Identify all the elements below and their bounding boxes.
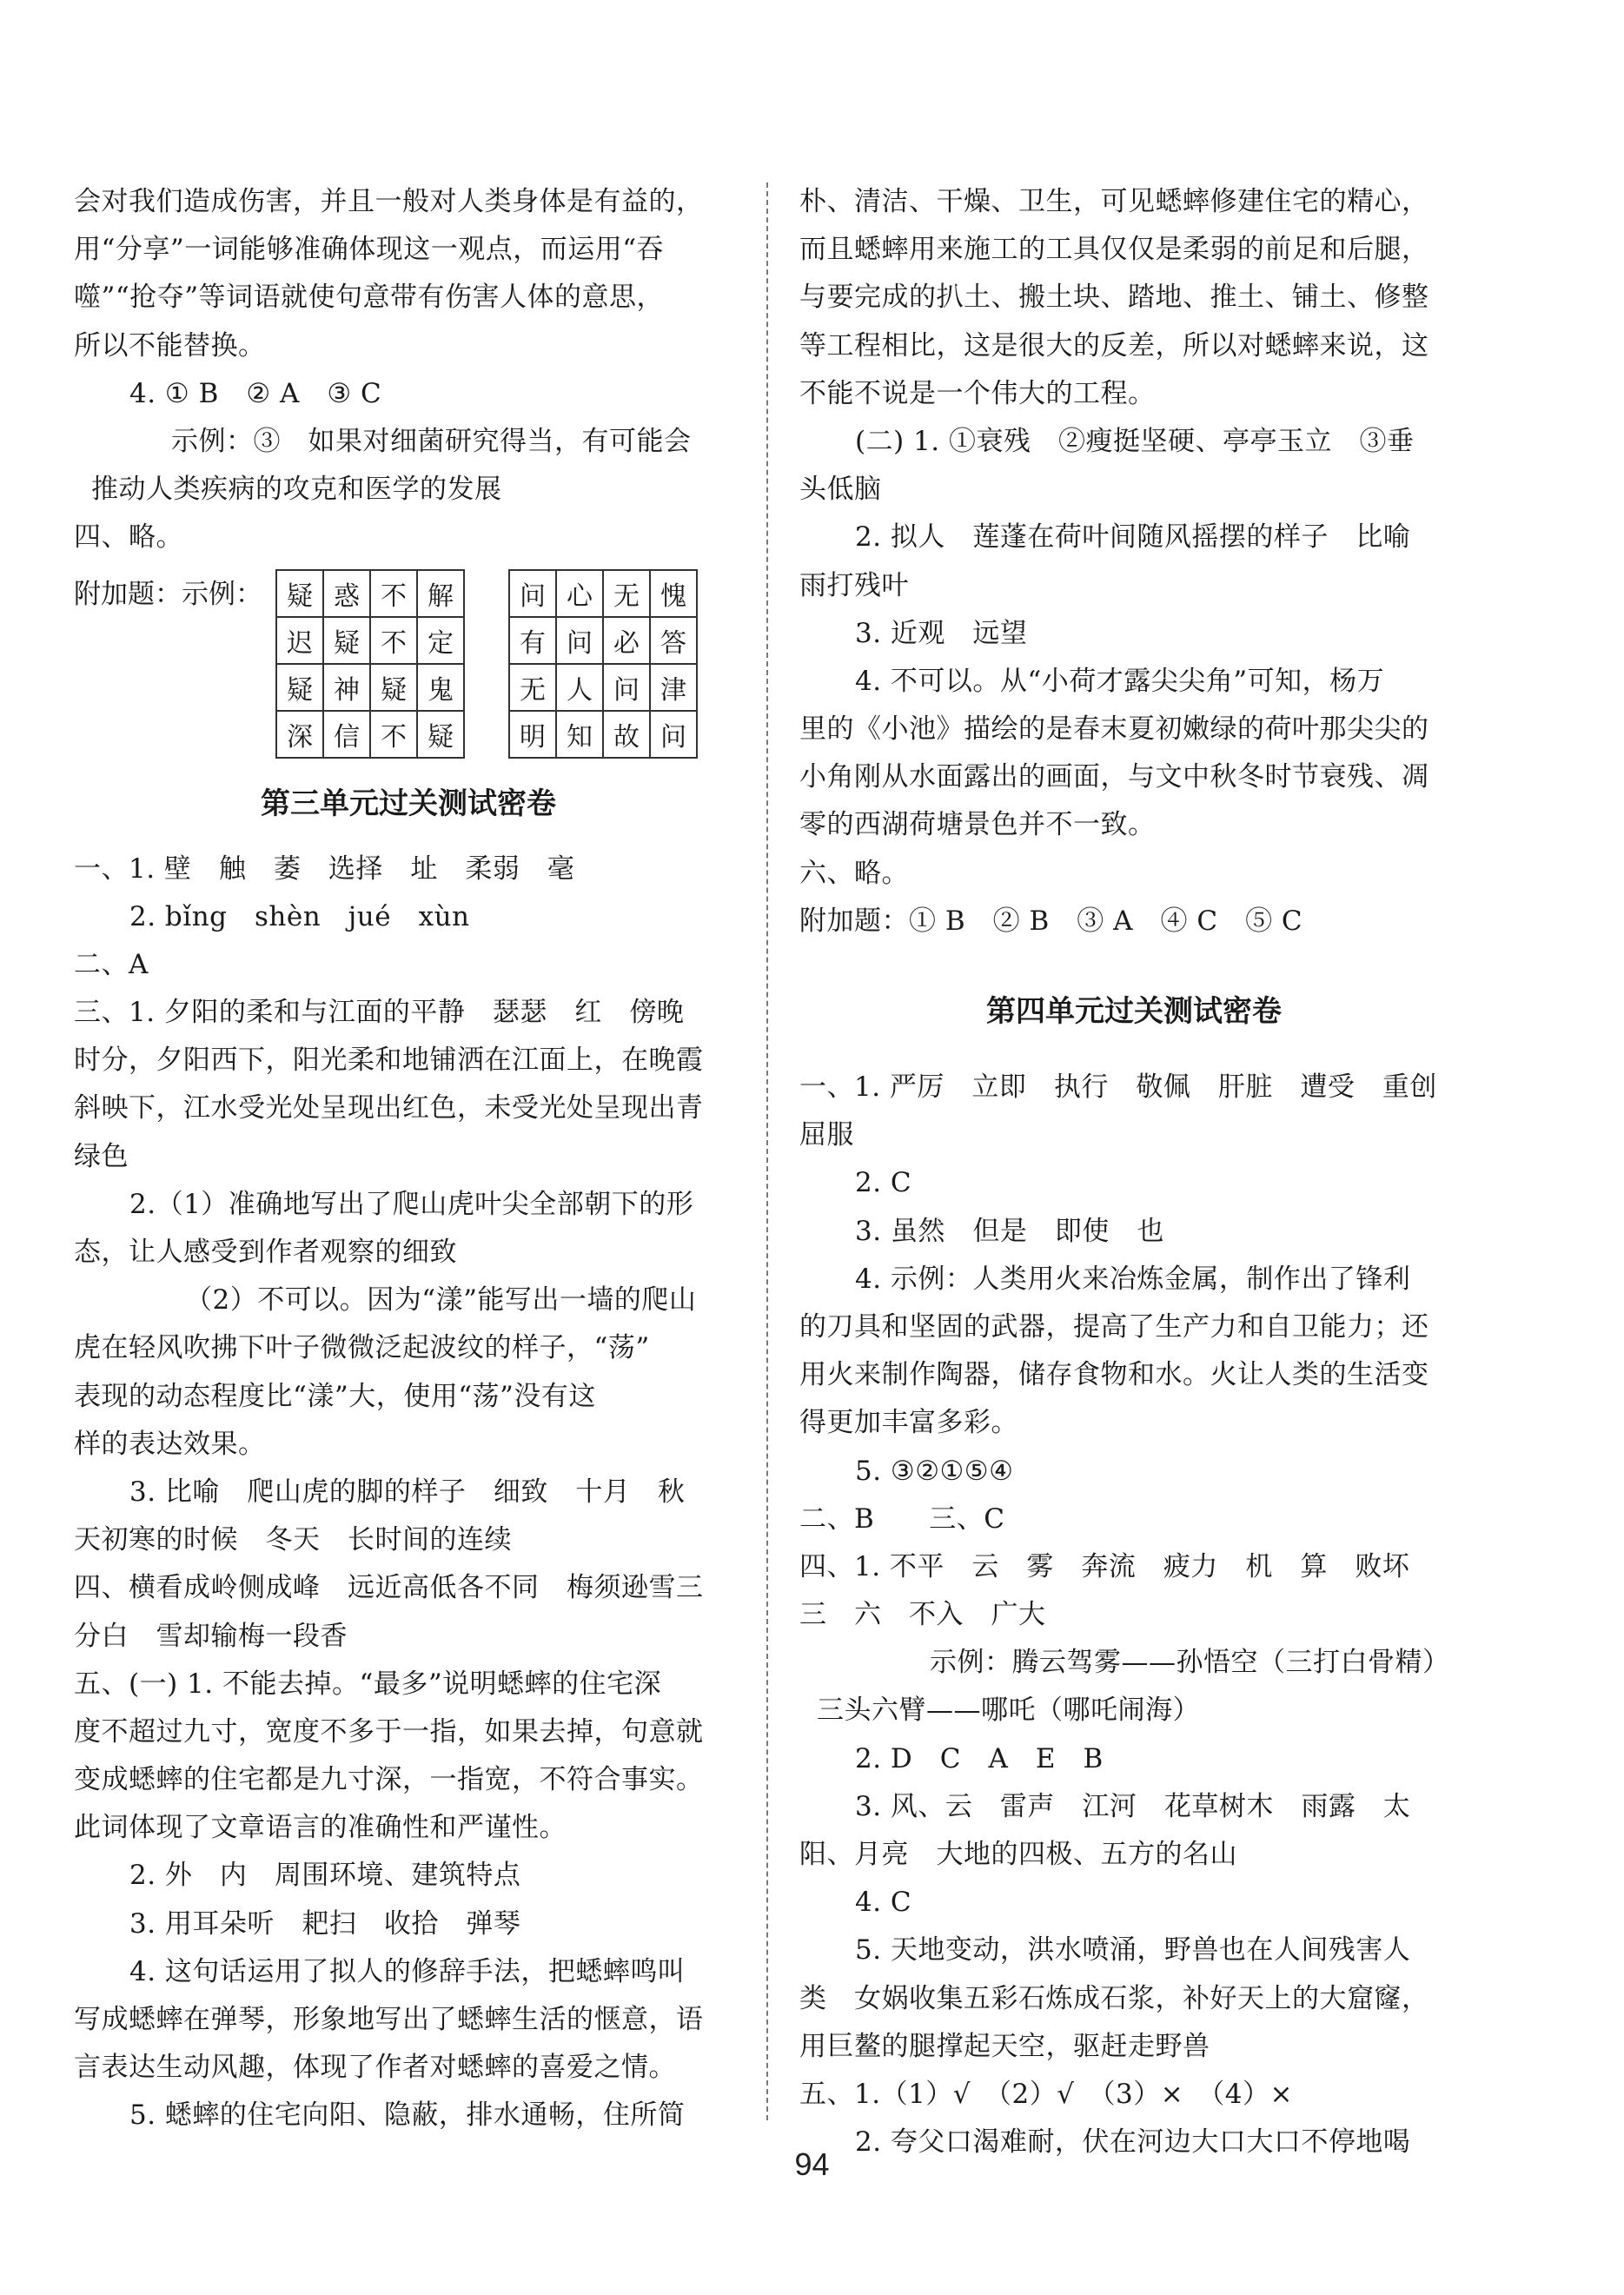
grid-cell: 不 [370,711,417,758]
text-line: 一、1. 壁 触 萎 选择 址 柔弱 毫 [74,852,575,885]
text-line: 态，让人感受到作者观察的细致 [74,1237,457,1268]
grid-cell: 疑 [417,711,464,758]
text-line: 3. 比喻 爬山虎的脚的样子 细致 十月 秋 [129,1476,686,1508]
text-line: 等工程相比，这是很大的反差，所以对蟋蟀来说，这 [799,329,1429,361]
text-line: 三头六臂——哪吒（哪吒闹海） [817,1695,1200,1727]
grid-cell: 愧 [650,570,697,617]
text-line: 的刀具和坚固的武器，提高了生产力和自卫能力；还 [799,1310,1429,1343]
text-line: 2. 外 内 周围环境、建筑特点 [129,1860,521,1892]
text-line: 附加题：① B ② B ③ A ④ C ⑤ C [799,905,1303,937]
text-line: 屈服 [799,1119,854,1151]
text-line: 六、略。 [799,857,909,889]
text-line: 用“分享”一词能够准确体现这一观点，而运用“吞 [74,234,665,266]
grid-cell: 无 [603,570,650,617]
text-line: 度不超过九寸，宽度不多于一指，如果去掉，句意就 [74,1715,704,1748]
bonus-question [74,562,743,762]
grid-cell: 知 [556,711,603,758]
grid-cell: 不 [370,617,417,664]
text-line: 五、(一) 1. 不能去掉。“最多”说明蟋蟀的住宅深 [74,1668,662,1700]
text-line: 绿色 [74,1140,129,1172]
grid-cell: 定 [417,617,464,664]
text-line: 4. ① B ② A ③ C [129,377,382,409]
unit4-title: 第四单元过关测试密卷 [986,994,1282,1029]
text-line: 此词体现了文章语言的准确性和严谨性。 [74,1812,567,1844]
text-line: 2. 拟人 莲蓬在荷叶间随风摇摆的样子 比喻 [855,521,1411,554]
text-line: 推动人类疾病的攻克和医学的发展 [91,474,502,506]
grid-cell: 疑 [323,617,370,664]
grid-cell: 心 [556,570,603,617]
idiom-grid-2 [508,569,698,759]
text-line: 一、1. 严厉 立即 执行 敬佩 肝脏 遭受 重创 [799,1071,1437,1103]
text-line: 4. 这句话运用了拟人的修辞手法，把蟋蟀鸣叫 [129,1955,686,1987]
text-line: 阳、月亮 大地的四极、五方的名山 [799,1839,1237,1870]
text-line: 2. D C A E B [855,1742,1104,1774]
grid-cell: 必 [603,617,650,664]
grid-cell: 无 [509,664,556,711]
text-line: 会对我们造成伤害，并且一般对人类身体是有益的， [74,186,704,217]
text-line: 三、1. 夕阳的柔和与江面的平静 瑟瑟 红 傍晚 [74,997,685,1029]
grid-cell: 疑 [276,570,323,617]
grid-cell: 津 [650,664,697,711]
text-line: 4. 不可以。从“小荷才露尖尖角”可知，杨万 [855,665,1385,697]
text-line: （2）不可以。因为“漾”能写出一墙的爬山 [185,1284,697,1317]
grid-cell: 疑 [276,664,323,711]
text-line: 样的表达效果。 [74,1428,266,1460]
text-line: 3. 近观 远望 [855,617,1028,649]
text-line: 与要完成的扒土、搬土块、踏地、推土、铺土、修整 [799,282,1429,314]
text-line: 分白 雪却输梅一段香 [74,1620,348,1652]
text-line: 二、A [74,948,149,980]
text-line: 得更加丰富多彩。 [799,1407,1018,1439]
text-line: 雨打残叶 [799,569,909,601]
unit3-title: 第三单元过关测试密卷 [261,786,556,821]
grid-cell: 问 [650,711,697,758]
text-line: 类 女娲收集五彩石炼成石浆，补好天上的大窟窿， [799,1982,1429,2014]
bonus-label: 附加题：示例： [74,578,262,610]
text-line: 四、略。 [74,521,183,554]
text-line: 变成蟋蟀的住宅都是九寸深，一指宽，不符合事实。 [74,1764,704,1796]
text-line: 5. 天地变动，洪水喷涌，野兽也在人间残害人 [855,1934,1411,1967]
grid-cell: 深 [276,711,323,758]
text-line: 而且蟋蟀用来施工的工具仅仅是柔弱的前足和后腿， [799,234,1429,266]
page-number: 94 [794,2146,830,2182]
grid-cell: 问 [509,570,556,617]
text-line: 时分，夕阳西下，阳光柔和地铺洒在江面上，在晚霞 [74,1045,704,1077]
text-line: 5. ③②①⑤④ [855,1455,1014,1487]
text-line: 五、1.（1）√ （2）√ （3）× （4）× [799,2078,1293,2110]
grid-cell: 神 [323,664,370,711]
text-line: 天初寒的时候 冬天 长时间的连续 [74,1524,512,1556]
grid-cell: 惑 [323,570,370,617]
text-line: 不能不说是一个伟大的工程。 [799,377,1156,409]
text-line: (二) 1. ①衰残 ②瘦挺坚硬、亭亭玉立 ③垂 [855,425,1415,457]
text-line: 示例：③ 如果对细菌研究得当，有可能会 [171,425,692,457]
text-line: 二、B 三、C [799,1502,1005,1535]
text-line: 用巨鳌的腿撑起天空，驱赶走野兽 [799,2030,1210,2062]
text-line: 所以不能替换。 [74,329,266,361]
left-column [74,178,743,2140]
text-line: 示例：腾云驾雾——孙悟空（三打白骨精） [930,1647,1450,1679]
grid-cell: 有 [509,617,556,664]
text-line: 里的《小池》描绘的是春末夏初嫩绿的荷叶那尖尖的 [799,713,1429,746]
text-line: 噬”“抢夺”等词语就使句意带有伤害人体的意思， [74,282,665,314]
idiom-grid-1 [275,569,465,759]
text-line: 表现的动态程度比“漾”大，使用“荡”没有这 [74,1380,596,1412]
grid-cell: 不 [370,570,417,617]
text-line: 2. 夸父口渴难耐，伏在河边大口大口不停地喝 [855,2126,1411,2159]
grid-cell: 故 [603,711,650,758]
text-line: 2. C [855,1167,912,1199]
grid-cell: 问 [556,617,603,664]
grid-cell: 信 [323,711,370,758]
text-line: 4. C [855,1887,912,1919]
text-line: 4. 示例：人类用火来冶炼金属，制作出了锋利 [855,1263,1411,1295]
grid-cell: 明 [509,711,556,758]
grid-cell: 疑 [370,664,417,711]
grid-cell: 人 [556,664,603,711]
right-column [799,178,1468,2166]
text-line: 3. 风、云 雷声 江河 花草树木 雨露 太 [855,1790,1411,1822]
text-line: 5. 蟋蟀的住宅向阳、隐蔽，排水通畅，住所简 [129,2099,686,2132]
grid-cell: 鬼 [417,664,464,711]
text-line: 2.（1）准确地写出了爬山虎叶尖全部朝下的形 [129,1188,694,1220]
text-line: 朴、清洁、干燥、卫生，可见蟋蟀修建住宅的精心， [799,186,1429,217]
text-line: 头低脑 [799,474,882,506]
text-line: 写成蟋蟀在弹琴，形象地写出了蟋蟀生活的惬意，语 [74,2004,704,2035]
grid-cell: 问 [603,664,650,711]
text-line: 零的西湖荷塘景色并不一致。 [799,809,1156,841]
text-line: 言表达生动风趣，体现了作者对蟋蟀的喜爱之情。 [74,2052,676,2084]
text-line: 四、横看成岭侧成峰 远近高低各不同 梅须逊雪三 [74,1572,704,1604]
grid-cell: 答 [650,617,697,664]
text-line: 三 六 不入 广大 [799,1599,1046,1631]
text-line: 3. 虽然 但是 即使 也 [855,1215,1164,1247]
grid-cell: 解 [417,570,464,617]
column-divider [766,182,768,2120]
text-line: 用火来制作陶器，储存食物和水。火让人类的生活变 [799,1359,1429,1391]
text-line: 四、1. 不平 云 雾 奔流 疲力 机 算 败坏 [799,1550,1410,1582]
text-line: 虎在轻风吹拂下叶子微微泛起波纹的样子，“荡” [74,1332,650,1364]
grid-cell: 迟 [276,617,323,664]
text-line: 2. bǐng shèn jué xùn [129,900,470,932]
text-line: 小角刚从水面露出的画面，与文中秋冬时节衰残、凋 [799,761,1429,793]
text-line: 斜映下，江水受光处呈现出红色，未受光处呈现出青 [74,1092,704,1124]
text-line: 3. 用耳朵听 耙扫 收拾 弹琴 [129,1907,521,1940]
